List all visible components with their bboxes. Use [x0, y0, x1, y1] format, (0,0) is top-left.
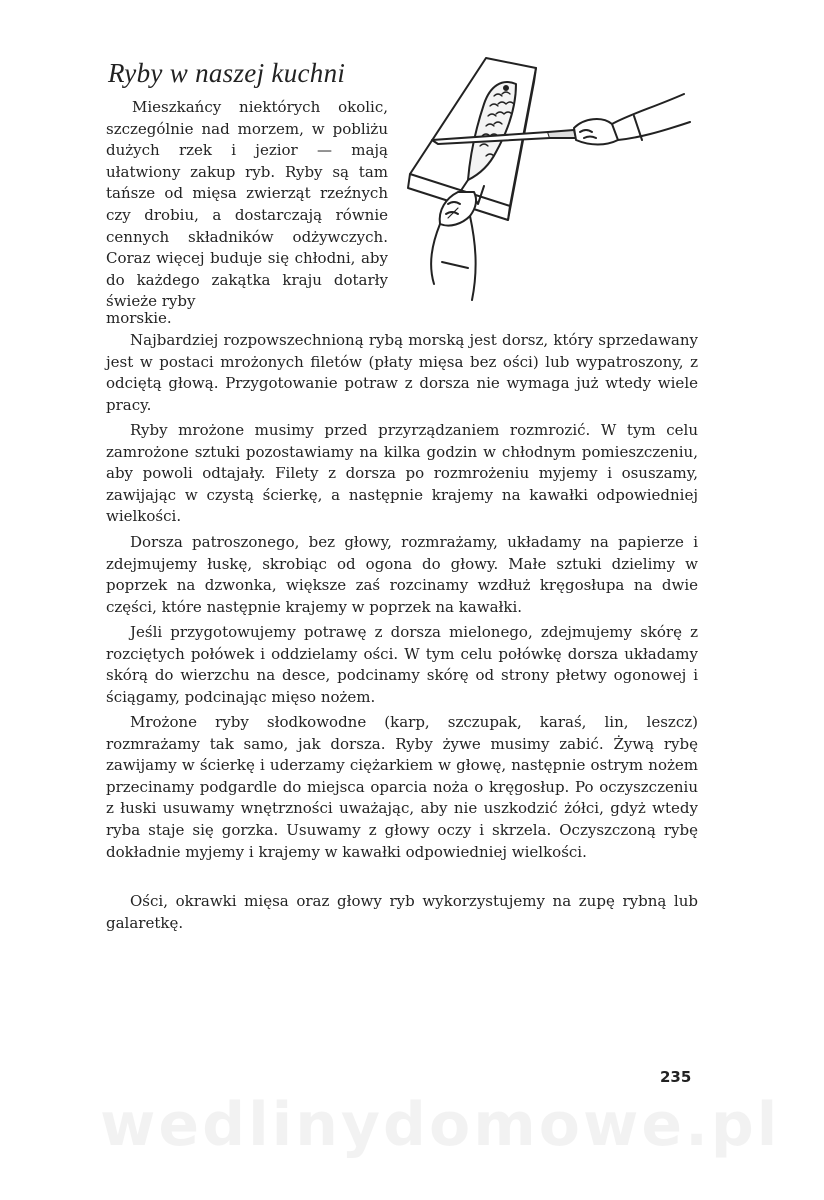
paragraph: Dorsza patroszonego, bez głowy, rozmrażamy, układamy na papierze i zdejmujemy łuskę, skrobiąc od ogona do głowy. Małe sztuki dzielimy w poprzek na dzwonka, większe zaś rozcinamy wzdłuż kręgosłupa na dwie części, które następnie krajemy w poprzek na kawałki. [106, 533, 698, 616]
watermark: wedlinydomowe.pl [100, 1090, 781, 1160]
page-title: Ryby w naszej kuchni [108, 58, 346, 88]
cutting-board [410, 58, 536, 206]
intro-paragraph: Mieszkańcy niektórych okolic, szczególnie nad morzem, w pobliżu dużych rzek i jezior — mają ułatwiony zakup ryb. Ryby są tam tańsze od mięsa zwierząt rzeźnych czy drobiu, a dostarczają równie cennych składników odżywczych. Coraz więcej buduje się chłodni, aby do każdego zakątka kraju dotarły świeże ryby [106, 98, 388, 311]
paragraph: Ryby mrożone musimy przed przyrządzaniem rozmrozić. W tym celu zamrożone sztuki pozostawiamy na kilka godzin w chłodnym pomieszczeniu, aby powoli odtajały. Filety z dorsza po rozmrożeniu myjemy i osuszamy, zawijając w czystą ścierkę, a następnie krajemy na kawałki odpowiedniej wielkości. [106, 421, 698, 526]
paragraph: Jeśli przygotowujemy potrawę z dorsza mielonego, zdejmujemy skórę z rozciętych połówek i oddzielamy ości. W tym celu połówkę dorsza układamy skórą do wierzchu na desce, podcinamy skórę od strony płetwy ogonowej i ściągamy, podcinając mięso nożem. [106, 623, 698, 706]
page-number: 235 [660, 1068, 692, 1086]
paragraph: Najbardziej rozpowszechnioną rybą morską jest dorsz, który sprzedawany jest w postaci mrożonych filetów (płaty mięsa bez ości) lub wypatroszony, z odciętą głową. Przygotowanie potraw z dorsza nie wymaga już wtedy wiele pracy. [106, 331, 698, 414]
intro-paragraph-end: morskie. [106, 309, 172, 327]
paragraph: Mrożone ryby słodkowodne (karp, szczupak, karaś, lin, leszcz) rozmrażamy tak samo, jak dorsza. Ryby żywe musimy zabić. Żywą rybę zawijamy w ścierkę i uderzamy ciężarkiem w głowę, następnie ostrym nożem przecinamy podgardle do miejsca oparcia noża o kręgosłup. Po oczyszczeniu z łuski usuwamy wnętrzności uważając, aby nie uszkodzić żółci, gdyż wtedy ryba staje się gorzka. Usuwamy z głowy oczy i skrzela. Oczyszczoną rybę dokładnie myjemy i krajemy w kawałki odpowiedniej wielkości. [106, 713, 698, 861]
paragraph: Ości, okrawki mięsa oraz głowy ryb wykorzystujemy na zupę rybną lub galaretkę. [106, 892, 698, 932]
fish-cleaning-illustration [398, 48, 698, 310]
